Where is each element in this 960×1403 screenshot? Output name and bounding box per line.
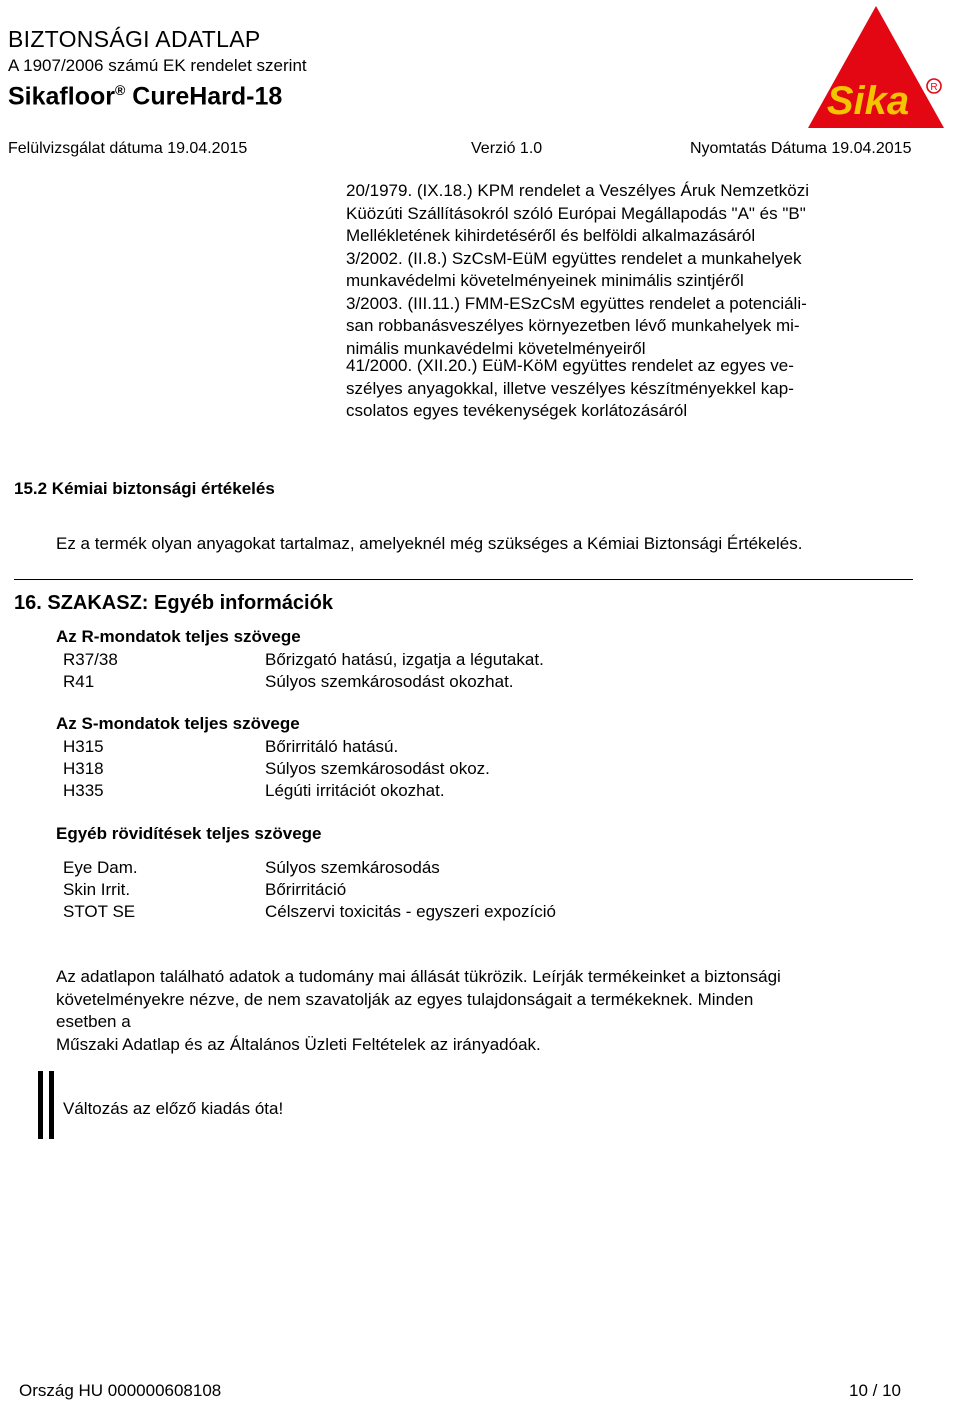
abbr-code: STOT SE — [63, 902, 136, 921]
regulation-line: 3/2003. (III.11.) FMM-ESzCsM együttes rendelet a potenciáli- — [346, 293, 807, 313]
registered-mark: ® — [114, 82, 126, 98]
product-model: CureHard-18 — [125, 82, 283, 111]
disclaimer-line: Az adatlapon található adatok a tudomány mai állását tükrözik. Leírják termékeinket a biztonsági — [56, 967, 781, 986]
section-16-heading: 16. SZAKASZ: Egyéb információk — [14, 592, 333, 614]
regulation-line: 41/2000. (XII.20.) EüM-KöM együttes rendelet az egyes ve- — [346, 356, 794, 375]
h-text: Bőrirritáló hatású. — [265, 737, 399, 756]
logo-text: Sika — [826, 79, 910, 123]
regulation-subtitle: A 1907/2006 számú EK rendelet szerint — [8, 56, 307, 75]
r-code: R41 — [63, 672, 95, 691]
r-phrases-heading: Az R-mondatok teljes szövege — [56, 627, 301, 646]
regulation-line: san robbanásveszélyes környezetben lévő munkahelyek mi- — [346, 316, 800, 335]
disclaimer-line: Műszaki Adatlap és az Általános Üzleti Feltételek az irányadóak. — [56, 1034, 541, 1054]
regulation-line: munkavédelmi követelményeinek minimális szintjéről — [346, 271, 744, 290]
h-code: H318 — [63, 759, 104, 778]
regulation-4 — [346, 355, 886, 423]
disclaimer-line: esetben a — [56, 1012, 131, 1031]
r-text: Bőrizgató hatású, izgatja a légutakat. — [265, 650, 544, 669]
regulation-line: 3/2002. (II.8.) SzCsM-EüM együttes rendelet a munkahelyek — [346, 248, 802, 268]
section-15-2-heading: 15.2 Kémiai biztonsági értékelés — [14, 479, 275, 498]
h-text: Súlyos szemkárosodást okoz. — [265, 759, 490, 778]
regulation-1 — [346, 180, 886, 248]
regulation-line: Mellékletének kihirdetéséről és belföldi alkalmazásáról — [346, 226, 756, 245]
s-phrases-heading: Az S-mondatok teljes szövege — [56, 714, 300, 733]
regulation-line: csolatos egyes tevékenységek korlátozásáról — [346, 401, 688, 420]
abbr-text: Célszervi toxicitás - egyszeri expozíció — [265, 902, 556, 921]
h-code: H335 — [63, 781, 104, 800]
footer-country-code: Ország HU 000000608108 — [19, 1381, 222, 1400]
abbr-text: Súlyos szemkárosodás — [265, 858, 440, 877]
regulation-line: nimális munkavédelmi követelményeiről — [346, 338, 646, 358]
h-text: Légúti irritációt okozhat. — [265, 781, 445, 800]
revision-date: Felülvizsgálat dátuma 19.04.2015 — [8, 140, 248, 157]
abbr-code: Skin Irrit. — [63, 880, 131, 899]
change-bar — [38, 1071, 43, 1139]
regulation-2 — [346, 248, 886, 293]
regulation-3 — [346, 293, 886, 361]
change-bar — [49, 1071, 54, 1139]
abbreviations-heading: Egyéb rövidítések teljes szövege — [56, 824, 322, 843]
product-brand: Sikafloor — [8, 82, 115, 111]
product-name — [8, 82, 282, 111]
change-note: Változás az előző kiadás óta! — [63, 1099, 284, 1118]
regulation-line: szélyes anyagokkal, illetve veszélyes készítményekkel kap- — [346, 378, 794, 398]
svg-text:R: R — [930, 82, 938, 93]
regulation-line: 20/1979. (IX.18.) KPM rendelet a Veszélyes Áruk Nemzetközi — [346, 181, 810, 200]
r-text: Súlyos szemkárosodást okozhat. — [265, 672, 514, 691]
page-number: 10 / 10 — [849, 1381, 901, 1400]
regulation-line: Küözúti Szállításokról szóló Európai Megállapodás "A" és "B" — [346, 203, 806, 223]
h-code: H315 — [63, 737, 104, 756]
section-divider — [14, 579, 913, 580]
disclaimer-text — [56, 966, 926, 1056]
print-date: Nyomtatás Dátuma 19.04.2015 — [690, 140, 912, 157]
abbr-text: Bőrirritáció — [265, 880, 347, 899]
disclaimer-line: követelményekre nézve, de nem szavatolják az egyes tulajdonságait a termékeknek. Minden — [56, 989, 754, 1009]
section-15-2-text: Ez a termék olyan anyagokat tartalmaz, amelyeknél még szükséges a Kémiai Biztonsági Értékelés. — [56, 534, 803, 553]
sika-logo — [806, 4, 946, 130]
abbr-code: Eye Dam. — [63, 858, 138, 877]
document-title: BIZTONSÁGI ADATLAP — [8, 26, 261, 52]
version: Verzió 1.0 — [471, 140, 543, 157]
r-code: R37/38 — [63, 650, 118, 669]
